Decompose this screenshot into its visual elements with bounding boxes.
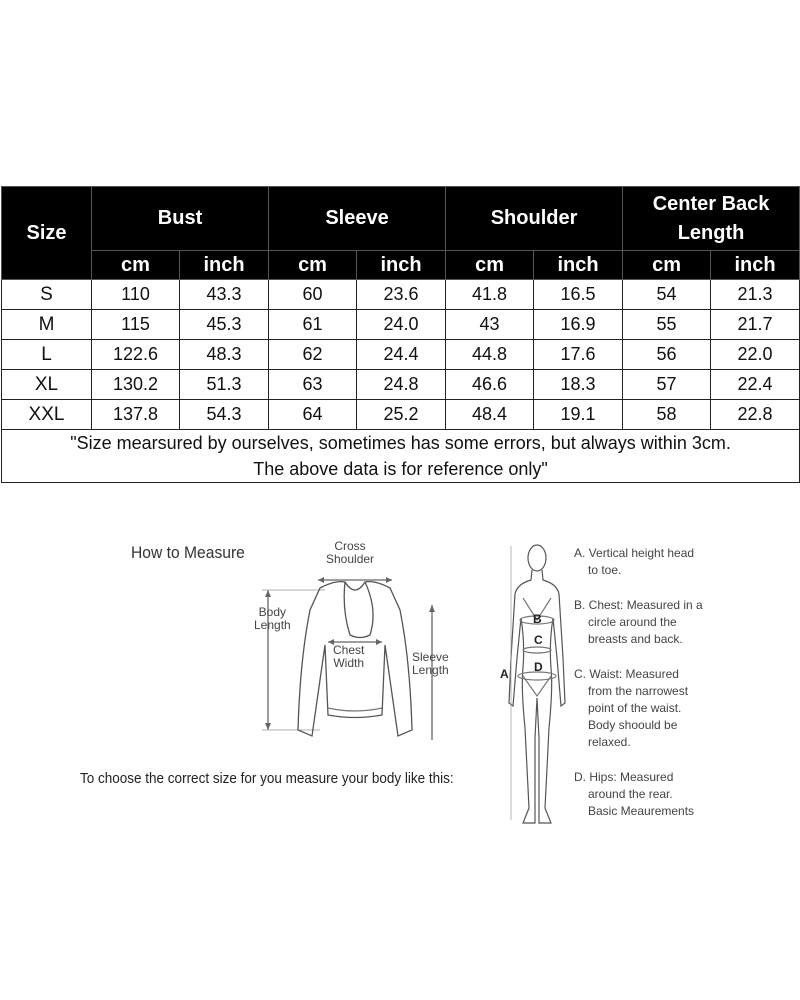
table-cell: 122.6: [92, 340, 180, 370]
step-line: C. Waist: Measured: [574, 667, 679, 681]
measure-step-a: [574, 545, 694, 579]
table-cell: 57: [623, 370, 711, 400]
unit-header: inch: [711, 251, 800, 280]
table-cell: 16.5: [534, 280, 623, 310]
label-line: Cross: [334, 539, 366, 553]
step-line: breasts and back.: [588, 632, 683, 646]
body-length-label: [254, 606, 291, 632]
unit-header: cm: [92, 251, 180, 280]
table-cell: 51.3: [180, 370, 269, 400]
size-cell: S: [2, 280, 92, 310]
unit-header: cm: [446, 251, 534, 280]
table-cell: 58: [623, 400, 711, 430]
step-line: point of the waist.: [588, 701, 682, 715]
table-cell: 22.0: [711, 340, 800, 370]
table-cell: 64: [269, 400, 357, 430]
table-cell: 44.8: [446, 340, 534, 370]
table-row: [2, 370, 800, 400]
table-cell: 21.7: [711, 310, 800, 340]
body-letter-b: B: [533, 612, 542, 626]
table-cell: 115: [92, 310, 180, 340]
body-letter-c: C: [534, 633, 543, 647]
table-row: [2, 400, 800, 430]
body-figure-diagram: [495, 538, 575, 828]
body-letter-d: D: [534, 660, 543, 674]
table-cell: 48.3: [180, 340, 269, 370]
shirt-diagram: [250, 540, 460, 740]
step-line: D. Hips: Measured: [574, 770, 674, 784]
step-line: A. Vertical height head: [574, 546, 695, 560]
note-line: "Size mearsured by ourselves, sometimes has some errors, but always within 3cm.: [70, 433, 731, 453]
table-cell: 45.3: [180, 310, 269, 340]
table-cell: 25.2: [357, 400, 446, 430]
table-cell: 17.6: [534, 340, 623, 370]
table-cell: 41.8: [446, 280, 534, 310]
table-cell: 110: [92, 280, 180, 310]
label-line: Width: [333, 656, 365, 670]
step-line: Body shoould be: [588, 718, 678, 732]
table-cell: 60: [269, 280, 357, 310]
label-line: Length: [254, 618, 291, 632]
size-chart-table: [1, 186, 800, 483]
table-cell: 46.6: [446, 370, 534, 400]
table-cell: 16.9: [534, 310, 623, 340]
center-back-length-header: Center Back Length: [623, 187, 800, 251]
table-cell: 137.8: [92, 400, 180, 430]
table-cell: 56: [623, 340, 711, 370]
table-row: [2, 310, 800, 340]
choose-size-instruction: To choose the correct size for you measure your body like this:: [80, 770, 454, 787]
table-cell: 43.3: [180, 280, 269, 310]
table-cell: 18.3: [534, 370, 623, 400]
table-cell: 43: [446, 310, 534, 340]
size-cell: XL: [2, 370, 92, 400]
unit-header: inch: [357, 251, 446, 280]
unit-header: inch: [180, 251, 269, 280]
shoulder-header: Shoulder: [446, 187, 623, 251]
table-cell: 55: [623, 310, 711, 340]
measure-step-d: [574, 769, 694, 820]
table-cell: 21.3: [711, 280, 800, 310]
cross-shoulder-label: [326, 540, 374, 566]
how-to-measure-title: How to Measure: [131, 543, 245, 562]
label-line: Length: [412, 663, 449, 677]
table-row: [2, 280, 800, 310]
table-row: [2, 340, 800, 370]
step-line: from the narrowest: [588, 684, 689, 698]
step-line: around the rear.: [588, 787, 673, 801]
table-cell: 23.6: [357, 280, 446, 310]
unit-header: cm: [269, 251, 357, 280]
step-line: relaxed.: [588, 735, 631, 749]
unit-header: inch: [534, 251, 623, 280]
step-line: to toe.: [588, 563, 622, 577]
size-cell: L: [2, 340, 92, 370]
label-line: Body: [258, 605, 287, 619]
label-line: Sleeve: [412, 650, 449, 664]
table-cell: 61: [269, 310, 357, 340]
sleeve-length-label: [412, 651, 449, 677]
table-cell: 54.3: [180, 400, 269, 430]
reference-note: [2, 430, 800, 483]
step-line: circle around the: [588, 615, 677, 629]
table-cell: 24.4: [357, 340, 446, 370]
unit-header: cm: [623, 251, 711, 280]
step-line: B. Chest: Measured in a: [574, 598, 703, 612]
sleeve-header: Sleeve: [269, 187, 446, 251]
size-cell: XXL: [2, 400, 92, 430]
size-header: Size: [2, 187, 92, 280]
label-line: Chest: [333, 643, 365, 657]
chest-width-label: [333, 644, 364, 670]
table-cell: 24.0: [357, 310, 446, 340]
table-cell: 22.4: [711, 370, 800, 400]
label-line: Shoulder: [326, 552, 375, 566]
table-cell: 19.1: [534, 400, 623, 430]
bust-header: Bust: [92, 187, 269, 251]
table-cell: 54: [623, 280, 711, 310]
size-cell: M: [2, 310, 92, 340]
table-cell: 22.8: [711, 400, 800, 430]
note-line: The above data is for reference only": [253, 459, 548, 479]
step-line: Basic Meaurements: [588, 804, 695, 818]
table-cell: 63: [269, 370, 357, 400]
measure-guide: [0, 520, 800, 840]
table-cell: 130.2: [92, 370, 180, 400]
reference-note-row: [2, 430, 800, 483]
body-letter-a: A: [500, 667, 509, 681]
table-cell: 62: [269, 340, 357, 370]
table-cell: 48.4: [446, 400, 534, 430]
measure-step-c: [574, 666, 688, 751]
table-cell: 24.8: [357, 370, 446, 400]
measure-step-b: [574, 597, 703, 648]
